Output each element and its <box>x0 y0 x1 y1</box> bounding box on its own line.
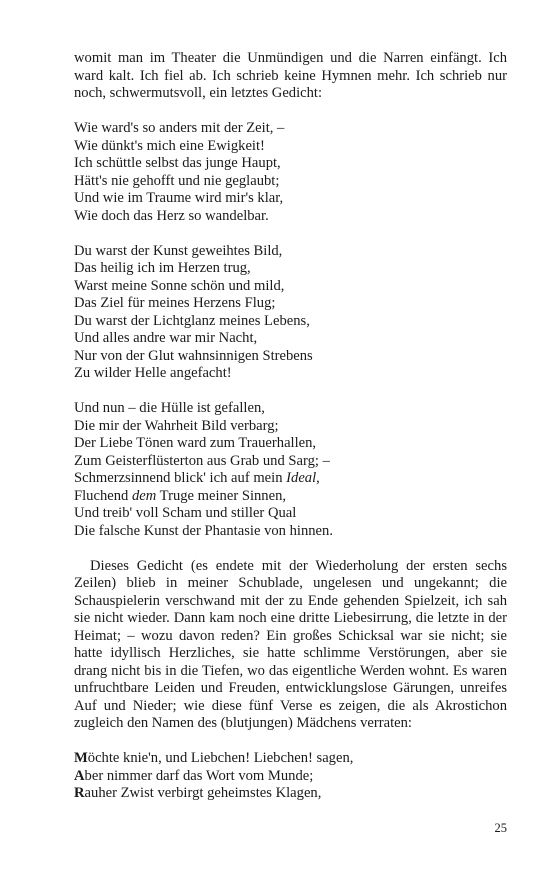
poem-stanza-2 <box>74 243 507 383</box>
line-text: Das Ziel für meines Herzens Flug; <box>74 295 276 311</box>
stanza-gap <box>74 383 507 401</box>
poem-line <box>74 138 507 156</box>
stanza-gap <box>74 103 507 121</box>
poem-line <box>74 488 507 506</box>
stanza-gap <box>74 733 507 751</box>
poem-stanza-1 <box>74 120 507 225</box>
line-text: Der Liebe Tönen ward zum Trauerhallen, <box>74 435 317 451</box>
poem-line <box>74 523 507 541</box>
poem-line <box>74 278 507 296</box>
line-text: Nur von der Glut wahnsinnigen Strebens <box>74 347 313 364</box>
poem-line <box>74 173 507 191</box>
page-number: 25 <box>494 821 507 835</box>
line-text: Warst meine Sonne schön und mild, <box>74 277 285 294</box>
line-text: Das heilig ich im Herzen trug, <box>74 260 251 276</box>
line-text: öchte knie'n, und Liebchen! Liebchen! sagen, <box>87 750 354 766</box>
line-text: Zu wilder Helle angefacht! <box>74 365 232 381</box>
poem-line <box>74 453 507 471</box>
line-text: Wie dünkt's mich eine Ewigkeit! <box>74 137 265 154</box>
line-text: Zum Geisterflüsterton aus Grab und Sarg; – <box>74 452 330 469</box>
line-text: Du warst der Lichtglanz meines Lebens, <box>74 312 310 329</box>
line-text: Und alles andre war mir Nacht, <box>74 330 258 346</box>
line-text: Wie ward's so anders mit der Zeit, – <box>74 120 285 136</box>
poem-line <box>74 768 507 786</box>
line-text: Truge meiner Sinnen, <box>156 487 287 504</box>
narrative-paragraph: Dieses Gedicht (es endete mit der Wiederholung der ersten sechs Zeilen) blieb in meiner Schublade, ungelesen und ungekannt; die Schauspielerin verschwand mit der zu Ende gehenden Spielzeit, ich sah sie nicht wieder. Dann kam noch eine dritte Liebesirrung, die letzte in der Heimat; – wozu davon reden? Ein großes Schicksal war sie nicht; sie hatte idyllisch Herzliches, sie hatte schlimme Verstörungen, aber sie drang nicht bis in die Tiefen, wo das eigentliche Werden wohnt. Es waren unfruchtbare Leiden und Freuden, entwicklungslose Gärungen, unreifes Auf und Nieder; wie diese fünf Verse es zeigen, die als Akrostichon zugleich den Namen des (blutjungen) Mädchens verraten: <box>74 557 507 731</box>
line-text: Schmerzsinnend blick' ich auf mein <box>74 470 287 486</box>
poem-line <box>74 505 507 523</box>
poem-line <box>74 190 507 208</box>
line-text: , <box>316 470 320 486</box>
acrostic-initial: M <box>74 750 88 766</box>
poem-line <box>74 750 507 768</box>
poem-line <box>74 313 507 331</box>
page-text <box>74 50 507 803</box>
poem-line <box>74 260 507 278</box>
line-text: Und wie im Traume wird mir's klar, <box>74 190 284 206</box>
poem-line <box>74 348 507 366</box>
line-text: Fluchend <box>74 487 132 504</box>
line-text: Du warst der Kunst geweihtes Bild, <box>74 242 283 259</box>
acrostic-initial: A <box>74 767 85 784</box>
poem-line <box>74 418 507 436</box>
line-text: ber nimmer darf das Wort vom Munde; <box>84 767 314 784</box>
line-text: Ich schüttle selbst das junge Haupt, <box>74 155 281 171</box>
poem-line <box>74 400 507 418</box>
poem-line <box>74 365 507 383</box>
stanza-gap <box>74 225 507 243</box>
poem-line <box>74 435 507 453</box>
poem-line <box>74 120 507 138</box>
line-text: Hätt's nie gehofft und nie geglaubt; <box>74 172 280 189</box>
poem-line <box>74 208 507 226</box>
poem-line <box>74 243 507 261</box>
line-text: Die mir der Wahrheit Bild verbarg; <box>74 417 279 434</box>
emphasis-text: dem <box>131 487 157 504</box>
poem-line <box>74 155 507 173</box>
poem-stanza-3 <box>74 400 507 540</box>
poem-line <box>74 785 507 803</box>
acrostic-initial: R <box>74 785 85 801</box>
poem-line <box>74 295 507 313</box>
intro-paragraph: womit man im Theater die Unmündigen und die Narren einfängt. Ich ward kalt. Ich fiel ab. Ich schrieb keine Hymnen mehr. Ich schrieb nur noch, schwermutsvoll, ein letztes Gedicht: <box>74 50 507 101</box>
line-text: Und nun – die Hülle ist gefallen, <box>74 400 265 416</box>
emphasis-text: Ideal <box>286 470 317 486</box>
line-text: auher Zwist verbirgt geheimstes Klagen, <box>84 785 322 801</box>
poem-line <box>74 470 507 488</box>
line-text: Wie doch das Herz so wandelbar. <box>74 207 269 224</box>
poem-line <box>74 330 507 348</box>
line-text: Und treib' voll Scham und stiller Qual <box>74 505 297 521</box>
stanza-gap <box>74 540 507 558</box>
line-text: Die falsche Kunst der Phantasie von hinnen. <box>74 522 333 539</box>
acrostic-stanza <box>74 750 507 803</box>
